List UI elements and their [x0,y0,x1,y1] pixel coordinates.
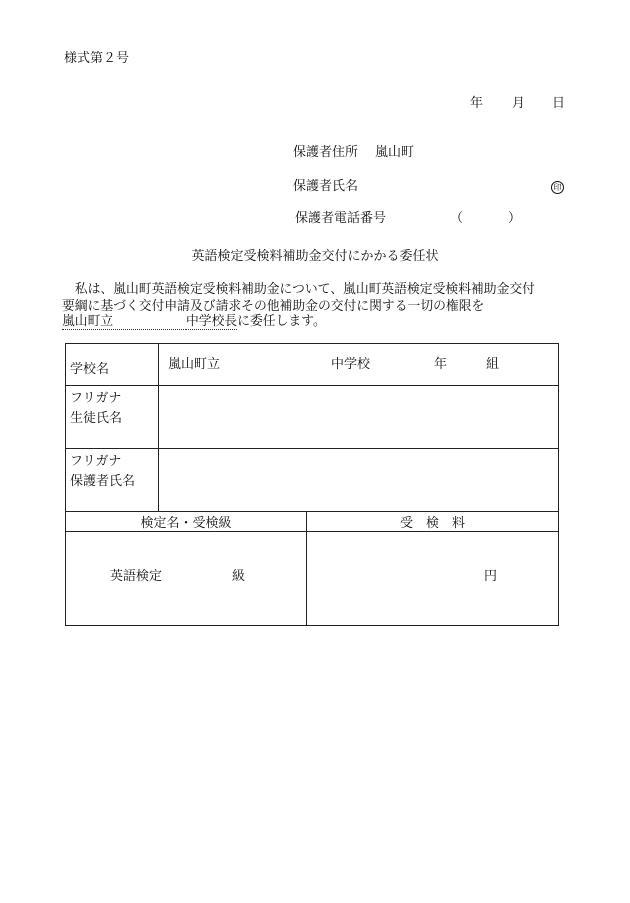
school-prefix: 嵐山町立 [168,357,221,372]
form-number: 様式第２号 [64,51,130,66]
school-suffix: 中学校 [331,357,371,372]
document-title: 英語検定受検料補助金交付にかかる委任状 [191,249,439,264]
exam-name: 英語検定 [110,569,163,584]
fee-header-label: 受 検 料 [399,516,465,531]
application-table [65,343,559,626]
guardian-table-name-label: 保護者氏名 [70,474,136,489]
student-furigana-label: フリガナ [70,391,122,406]
student-name-label: 生徒氏名 [70,411,123,426]
fee-detail-cell[interactable] [307,532,559,626]
delegate-school-field[interactable] [62,316,186,330]
phone-close-paren: ） [508,211,522,226]
guardian-address-value: 嵐山町 [375,145,415,160]
school-label: 学校名 [70,362,110,377]
fee-unit: 円 [484,569,498,584]
student-row [66,386,559,449]
grade-label: 年 [434,357,448,372]
school-label-cell [66,344,159,386]
exam-detail-cell[interactable] [66,532,307,626]
date-month-label: 月 [512,96,526,111]
guardian-phone-label: 保護者電話番号 [295,211,387,226]
guardian-label-cell [66,449,159,512]
student-label-cell [66,386,159,449]
date-day-label: 日 [552,96,566,111]
school-value-cell[interactable] [159,344,559,386]
student-name-field[interactable] [159,386,559,449]
guardian-furigana-label: フリガナ [70,454,122,469]
delegate-principal-label: 中学校長 [186,314,238,329]
guardian-row [66,449,559,512]
guardian-name-field[interactable] [159,449,559,512]
seal-mark [551,180,564,194]
class-label: 組 [486,357,500,372]
exam-level-unit: 級 [232,569,246,584]
delegate-school-prefix: 嵐山町立 [62,314,114,329]
guardian-address-label: 保護者住所 [293,145,359,160]
date-year-label: 年 [470,96,484,111]
body-line-1: 私は、嵐山町英語検定受検料補助金について、嵐山町英語検定受検料補助金交付 [62,282,535,297]
exam-detail-row [66,532,559,626]
delegate-suffix: に委任します。 [237,314,326,329]
exam-header-cell [66,512,307,532]
phone-open-paren: （ [450,211,464,226]
school-row [66,344,559,386]
guardian-name-label: 保護者氏名 [293,179,359,194]
body-line-2: 要綱に基づく交付申請及び請求その他補助金の交付に関する一切の権限を [62,299,485,314]
body-line-3 [62,316,326,330]
exam-header-label: 検定名・受検級 [140,516,232,531]
exam-header-row [66,512,559,532]
fee-header-cell [307,512,559,532]
seal-icon: 印 [551,181,564,194]
